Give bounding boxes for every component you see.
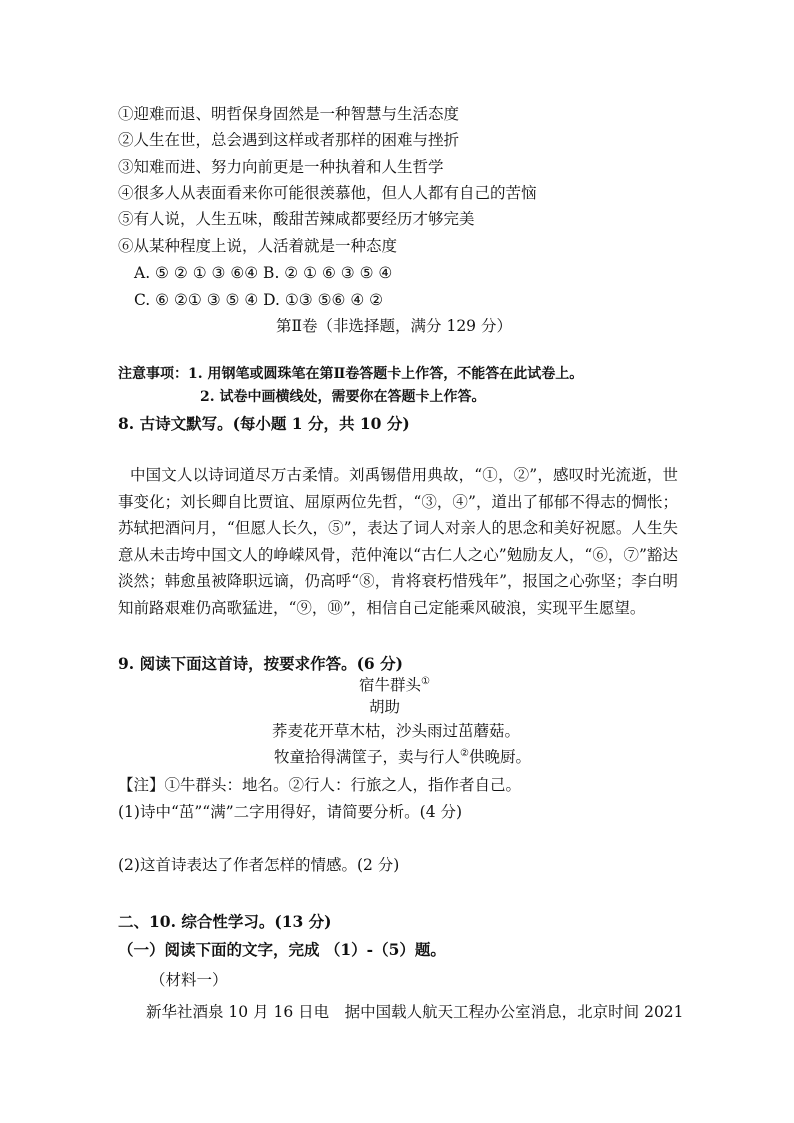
q8-paragraph: 中国文人以诗词道尽万古柔情。刘禹锡借用典故，“①，②”，感叹时光流逝，世事变化；刘长卿自比贾谊、屈原两位先哲，“③，④”，道出了郁郁不得志的惆怅；苏轼把酒问月，“但愿人长久，⑤”，表达了词人对亲人的思念和美好祝愿。人生失意从未击垮中国文人的峥嵘风骨，范仲淹以“古仁人之心”勉励友人，“⑥，⑦”豁达淡然；韩愈虽被降职远谪，仍高呼“⑧，肯将衰朽惜残年”，报国之心弥坚；李白明知前路艰难仍高歌猛进，“⑨，⑩”，相信自己定能乘风破浪，实现平生愿望。 [118, 466, 678, 617]
q9-sub-question-1: (1)诗中“茁”“满”二字用得好，请简要分析。(4 分) [118, 803, 463, 821]
poem-line-2: 牧童拾得满筐子，卖与行人②供晚厨。 [274, 747, 531, 766]
sentence-item-4: ④很多人从表面看来你可能很羡慕他，但人人都有自己的苦恼 [118, 184, 537, 202]
q10-title: 二、10. 综合性学习。(13 分) [118, 912, 332, 931]
sentence-item-6: ⑥从某种程度上说，人活着就是一种态度 [118, 237, 398, 255]
sentence-item-1: ①迎难而退、明哲保身固然是一种智慧与生活态度 [118, 105, 460, 123]
material-text: 新华社酒泉 10 月 16 日电 据中国载人航天工程办公室消息，北京时间 2021 [146, 1003, 684, 1021]
sentence-item-2: ②人生在世，总会遇到这样或者那样的困难与挫折 [118, 131, 460, 149]
poem-author: 胡助 [369, 698, 401, 716]
q8-title: 8. 古诗文默写。(每小题 1 分，共 10 分) [118, 414, 410, 433]
material-label: （材料一） [150, 971, 228, 989]
footnote-mark-1: ① [421, 675, 430, 687]
notice-line-2: 2. 试卷中画横线处，需要你在答题卡上作答。 [200, 389, 486, 405]
answer-options-cd: C. ⑥ ②① ③ ⑤ ④ D. ①③ ⑤⑥ ④ ② [134, 291, 384, 309]
part2-title: 第Ⅱ卷（非选择题，满分 129 分） [276, 317, 512, 335]
notice-line-1: 注意事项：1. 用钢笔或圆珠笔在第Ⅱ卷答题卡上作答，不能答在此试卷上。 [118, 366, 584, 382]
answer-options-ab: A. ⑤ ② ① ③ ⑥④ B. ② ① ⑥ ③ ⑤ ④ [134, 264, 393, 282]
sentence-item-3: ③知难而进、努力向前更是一种执着和人生哲学 [118, 158, 444, 176]
poem-title: 宿牛群头① [359, 675, 430, 694]
q10-part-1: （一）阅读下面的文字，完成 （1）-（5）题。 [118, 940, 446, 959]
poem-line-1: 荞麦花开草木枯，沙头雨过茁蘑菇。 [272, 722, 521, 740]
q9-sub-question-2: (2)这首诗表达了作者怎样的情感。(2 分) [118, 856, 400, 874]
q9-title: 9. 阅读下面这首诗，按要求作答。(6 分) [118, 654, 403, 673]
sentence-item-5: ⑤有人说，人生五味，酸甜苦辣咸都要经历才够完美 [118, 210, 475, 228]
q9-note: 【注】①牛群头：地名。②行人：行旅之人，指作者自己。 [118, 776, 522, 794]
footnote-mark-2: ② [460, 747, 469, 759]
